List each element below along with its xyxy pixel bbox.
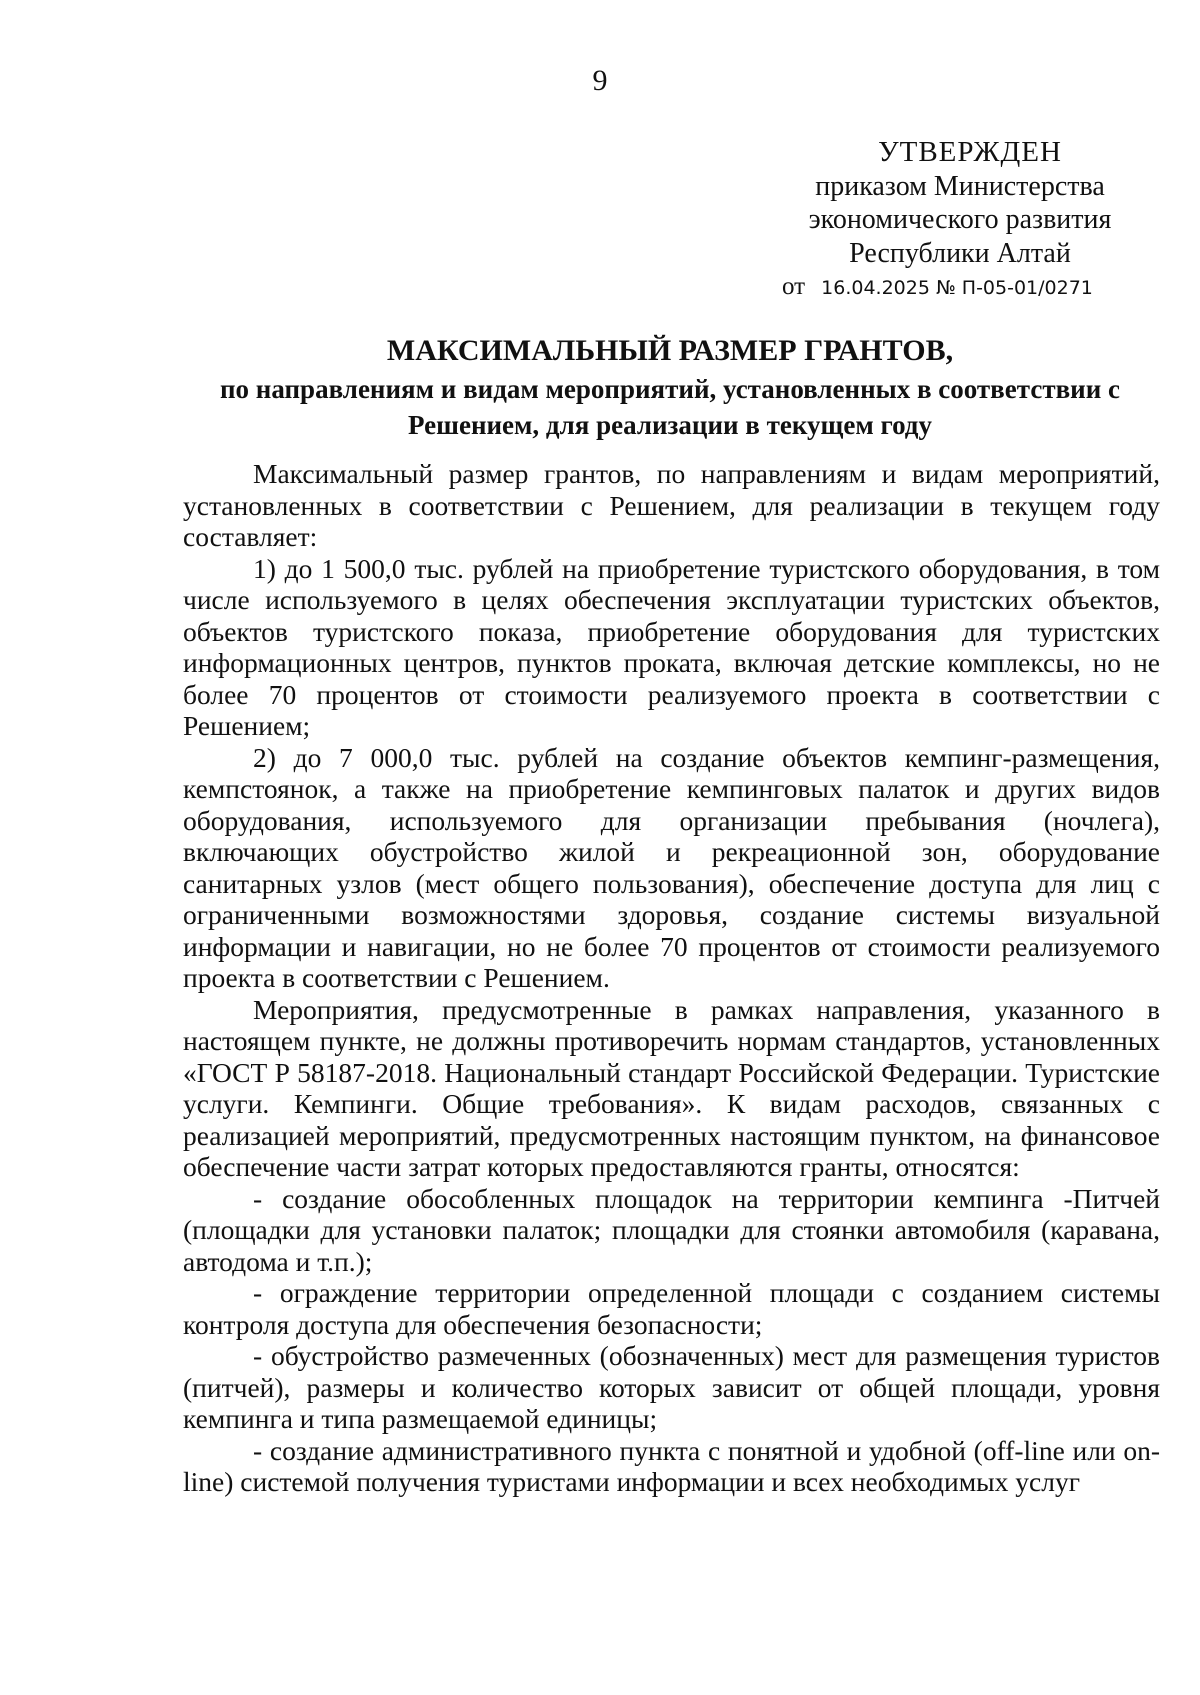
paragraph-item-1: 1) до 1 500,0 тыс. рублей на приобретение туристского оборудования, в том числе используемого в целях обеспечения эксплуатации туристских объектов, объектов туристского показа, приобретение оборудования для туристских информационных центров, пунктов проката, включая детские комплексы, но не более 70 процентов от стоимости реализуемого проекта в соответствии с Решением;	[183, 552, 1160, 741]
document-body	[183, 458, 1160, 1498]
approval-line-2: экономического развития	[808, 204, 1112, 235]
order-date-prefix: от	[782, 273, 806, 300]
document-title	[180, 331, 1160, 443]
paragraph-measures: Мероприятия, предусмотренные в рамках направления, указанного в настоящем пункте, не должны противоречить нормам стандартов, установленных «ГОСТ Р 58187-2018. Национальный стандарт Российской Федерации. Туристские услуги. Кемпинги. Общие требования». К видам расходов, связанных с реализацией мероприятий, предусмотренных настоящим пунктом, на финансовое обеспечение части затрат которых предоставляются гранты, относятся:	[183, 993, 1160, 1182]
main-title: МАКСИМАЛЬНЫЙ РАЗМЕР ГРАНТОВ,	[386, 334, 954, 367]
subtitle: по направлениям и видам мероприятий, установленных в соответствии с Решением, для реализации в текущем году	[219, 374, 1121, 440]
order-date-number	[740, 272, 1180, 303]
list-item-admin-point: - создание административного пункта с понятной и удобной (off-line или on-line) системой получения туристами информации и всех необходимых услуг	[183, 1434, 1160, 1497]
list-item-fencing: - ограждение территории определенной площади с созданием системы контроля доступа для обеспечения безопасности;	[183, 1277, 1160, 1340]
approval-stamp	[740, 136, 1180, 303]
list-item-pitches: - создание обособленных площадок на территории кемпинга -Питчей (площадки для установки палаток; площадки для стоянки автомобиля (каравана, автодома и т.п.);	[183, 1182, 1160, 1277]
paragraph-intro: Максимальный размер грантов, по направлениям и видам мероприятий, установленных в соответствии с Решением, для реализации в текущем году составляет:	[183, 458, 1160, 552]
approved-label: УТВЕРЖДЕН	[878, 136, 1062, 168]
paragraph-item-2: 2) до 7 000,0 тыс. рублей на создание объектов кемпинг-размещения, кемпстоянок, а также на приобретение кемпинговых палаток и других видов оборудования, используемого для организации пребывания (ночлега), включающих обустройство жилой и рекреационной зон, оборудование санитарных узлов (мест общего пользования), обеспечение доступа для лиц с ограниченными возможностями здоровья, создание системы визуальной информации и навигации, но не более 70 процентов от стоимости реализуемого проекта в соответствии с Решением.	[183, 741, 1160, 993]
list-item-marked-places: - обустройство размеченных (обозначенных) мест для размещения туристов (питчей), размеры и количество которых зависит от общей площади, уровня кемпинга и типа размещаемой единицы;	[183, 1340, 1160, 1434]
order-date-value: 16.04.2025 № П-05-01/0271	[821, 277, 1093, 299]
page-number: 9	[592, 64, 608, 97]
approval-line-3: Республики Алтай	[849, 237, 1071, 269]
approval-line-1: приказом Министерства	[815, 170, 1105, 202]
